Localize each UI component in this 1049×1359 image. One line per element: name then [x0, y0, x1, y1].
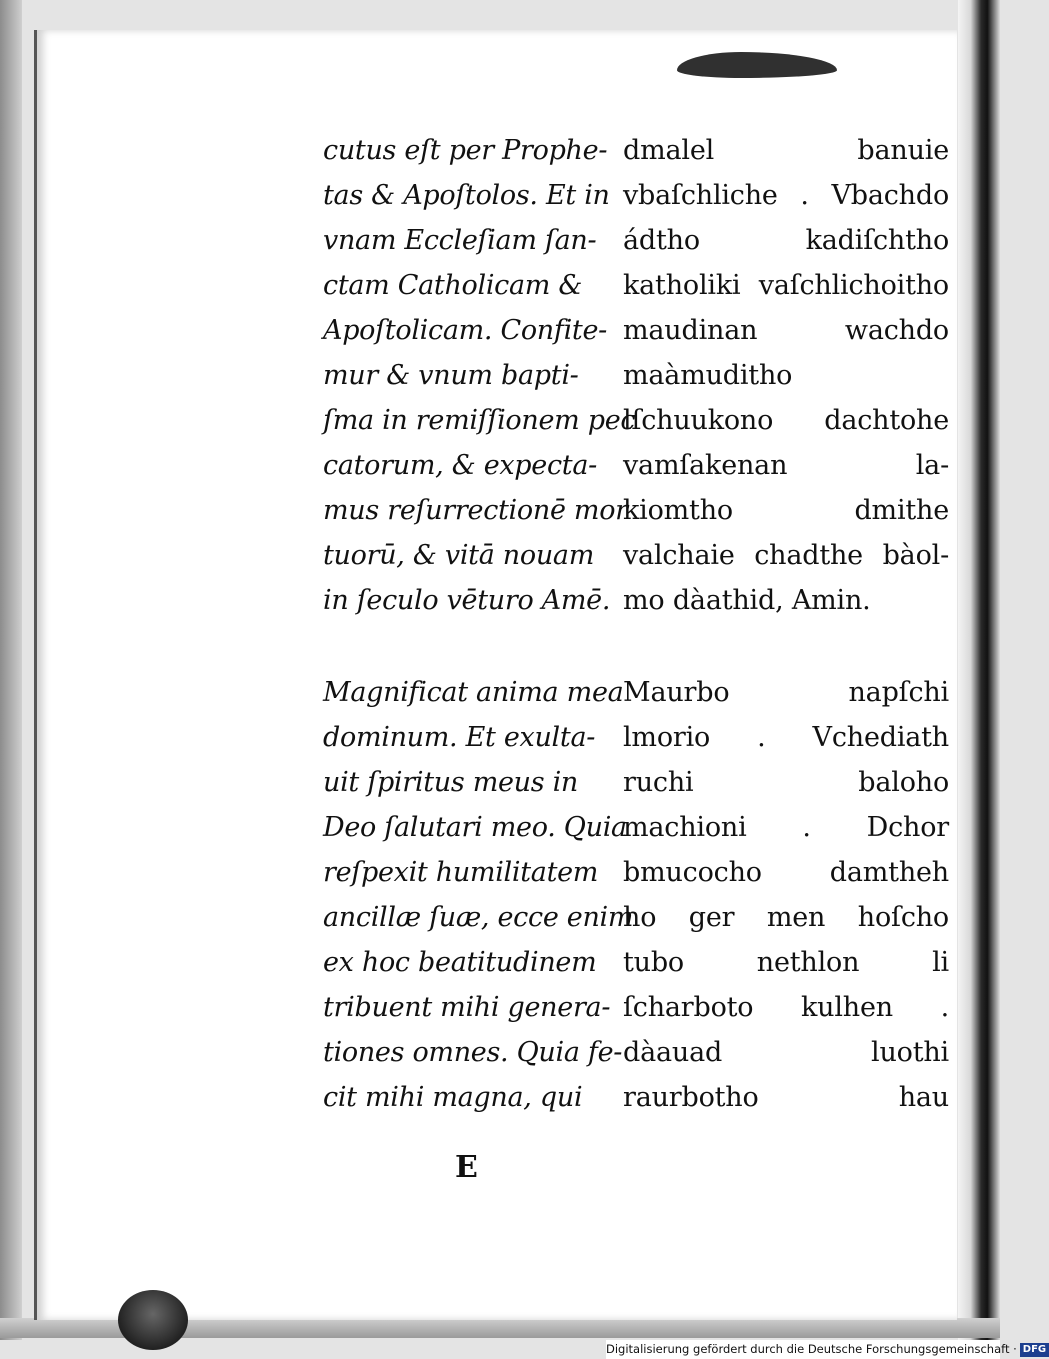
latin-line: tas & Apoſtolos. Et in	[323, 180, 610, 211]
vernacular-line: ho ger men hoſcho	[623, 902, 949, 933]
latin-line: ctam Catholicam &	[323, 270, 583, 301]
vernacular-line: vbaſchliche . Vbachdo	[623, 180, 949, 211]
vernacular-line: maàmuditho	[623, 360, 793, 391]
latin-line: in ſeculo vēturo Amē.	[323, 585, 611, 616]
vernacular-line: bmucocho damtheh	[623, 857, 949, 888]
vernacular-line: dmalel banuie	[623, 135, 949, 166]
latin-line: catorum, & expecta-	[323, 450, 597, 481]
page-stain	[677, 52, 837, 78]
vernacular-line: dàauad luothi	[623, 1037, 949, 1068]
vernacular-line: valchaie chadthe bàol-	[623, 540, 949, 571]
book-page	[34, 30, 957, 1320]
dfg-logo: DFG	[1020, 1343, 1049, 1357]
book-edge-right	[958, 0, 1000, 1340]
vernacular-line: Maurbo napſchi	[623, 677, 949, 708]
vernacular-line: maudinan wachdo	[623, 315, 949, 346]
latin-line: uit ſpiritus meus in	[323, 767, 579, 798]
vernacular-line: mo dàathid, Amin.	[623, 585, 871, 616]
latin-line: tribuent mihi genera-	[323, 992, 611, 1023]
latin-line: ex hoc beatitudinem	[323, 947, 597, 978]
latin-line: tuorū, & vitā nouam	[323, 540, 595, 571]
latin-line: Apoſtolicam. Confite-	[323, 315, 607, 346]
vernacular-line: lſchuukono dachtohe	[623, 405, 949, 436]
latin-line: cutus eſt per Prophe-	[323, 135, 608, 166]
vernacular-line: vamſakenan la-	[623, 450, 949, 481]
latin-line: tiones omnes. Quia fe-	[323, 1037, 623, 1068]
latin-line: mur & vnum bapti-	[323, 360, 579, 391]
vernacular-line: ádtho kadiſchtho	[623, 225, 949, 256]
latin-column-block1	[323, 128, 636, 623]
digitization-credit	[606, 1340, 1047, 1359]
book-edge-left	[0, 0, 22, 1340]
vernacular-line: ſcharboto kulhen .	[623, 992, 949, 1023]
vernacular-line: ruchi baloho	[623, 767, 949, 798]
vernacular-line: machioni . Dchor	[623, 812, 949, 843]
latin-line: ancillæ ſuæ, ecce enim	[323, 902, 634, 933]
vernacular-column-block1	[623, 128, 949, 623]
latin-line: mus reſurrectionē mor	[323, 495, 628, 526]
latin-line: vnam Eccleſiam ſan-	[323, 225, 597, 256]
vernacular-column-block2	[623, 670, 949, 1120]
latin-line: Deo ſalutari meo. Quia	[323, 812, 627, 843]
latin-line: dominum. Et exulta-	[323, 722, 596, 753]
vernacular-line: tubo nethlon li	[623, 947, 949, 978]
latin-line: Magnificat anima mea	[323, 677, 624, 708]
vernacular-line: lmorio . Vchediath	[623, 722, 949, 753]
latin-line: ſma in remiſſionem pec	[323, 405, 636, 436]
latin-column-block2	[323, 670, 634, 1120]
latin-line: cit mihi magna, qui	[323, 1082, 583, 1113]
vernacular-line: kiomtho dmithe	[623, 495, 949, 526]
vernacular-line: katholiki vaſchlichoitho	[623, 270, 949, 301]
vernacular-line: raurbotho hau	[623, 1082, 949, 1113]
credit-text: Digitalisierung gefördert durch die Deutsche Forschungsgemeinschaft ·	[606, 1342, 1017, 1356]
thumb-shadow	[118, 1290, 188, 1350]
latin-line: reſpexit humilitatem	[323, 857, 599, 888]
signature-mark: E	[455, 1150, 478, 1185]
